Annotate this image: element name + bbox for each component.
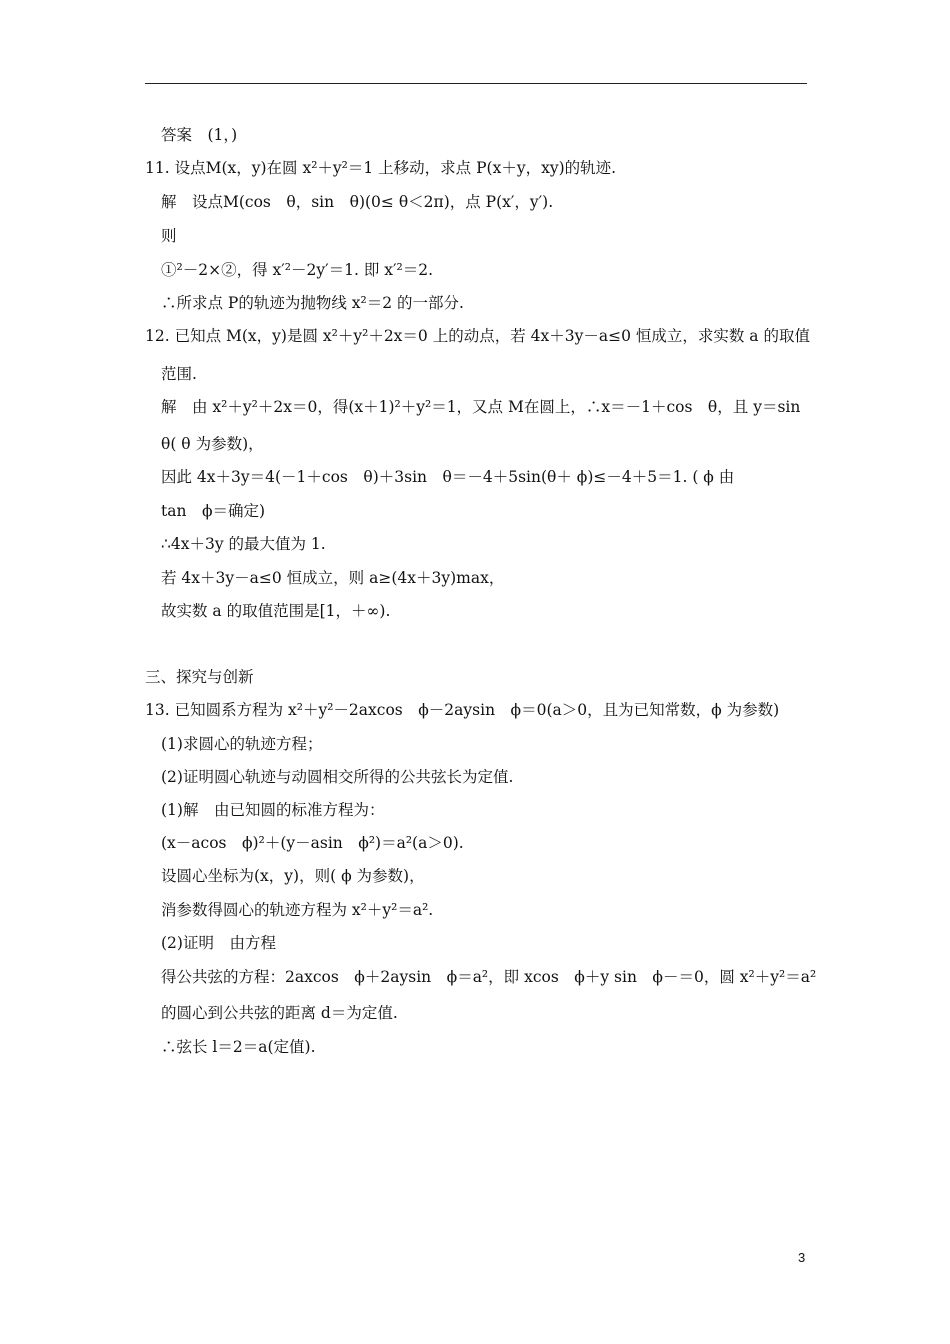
solution-12-conclusion: 故实数 a 的取值范围是[1，＋∞). (161, 602, 391, 620)
problem-13-part-2: (2)证明圆心轨迹与动圆相交所得的公共弦长为定值. (161, 768, 514, 786)
solution-13-2-line-1: (2)证明 由方程 (161, 934, 276, 952)
solution-11-line-3: ①²－2×②，得 x′²－2y′＝1. 即 x′²＝2. (161, 261, 434, 279)
solution-12-line-3: 因此 4x＋3y＝4(－1＋cos θ)＋3sin θ＝－4＋5sin(θ＋ ϕ)≤－4＋5＝1. ( ϕ 由 (161, 468, 735, 486)
solution-12-line-5: ∴4x＋3y 的最大值为 1. (161, 535, 326, 553)
solution-12-line-6: 若 4x＋3y－a≤0 恒成立，则 a≥(4x＋3y)max， (161, 569, 505, 587)
solution-13-1-line-4: 消参数得圆心的轨迹方程为 x²＋y²＝a². (161, 901, 434, 919)
solution-13-1-line-3: 设圆心坐标为(x，y)，则( ϕ 为参数)， (161, 867, 425, 885)
solution-12-line-2: θ( θ 为参数)， (161, 435, 264, 453)
problem-12: 12. 已知点 M(x，y)是圆 x²＋y²＋2x＝0 上的动点，若 4x＋3y－a≤0 恒成立，求实数 a 的取值 (145, 327, 810, 345)
problem-13-part-1: (1)求圆心的轨迹方程； (161, 735, 323, 753)
solution-12-line-4: tan ϕ＝确定) (161, 502, 266, 520)
problem-11: 11. 设点M(x，y)在圆 x²＋y²＝1 上移动，求点 P(x＋y，xy)的轨迹. (145, 159, 617, 177)
solution-13-1-line-2: (x－acos ϕ)²＋(y－asin ϕ²)＝a²(a＞0). (161, 834, 464, 852)
solution-13-1-line-1: (1)解 由已知圆的标准方程为： (161, 801, 385, 819)
header-rule (145, 83, 807, 84)
page-number: 3 (798, 1250, 806, 1265)
solution-11-line-1: 解 设点M(cos θ，sin θ)(0≤ θ＜2π)，点 P(x′，y′). (161, 193, 554, 211)
solution-13-2-conclusion: ∴弦长 l＝2＝a(定值). (161, 1038, 316, 1056)
problem-13: 13. 已知圆系方程为 x²＋y²－2axcos ϕ－2aysin ϕ＝0(a＞0，且为已知常数，ϕ 为参数) (145, 701, 780, 719)
problem-12-cont: 范围. (161, 365, 197, 383)
answer-line: 答案 (1，) (161, 126, 238, 144)
solution-11-line-2: 则 (161, 227, 177, 245)
solution-13-2-line-2: 得公共弦的方程：2axcos ϕ＋2aysin ϕ＝a²，即 xcos ϕ＋y sin ϕ－＝0，圆 x²＋y²＝a² (161, 968, 817, 986)
solution-13-2-line-3: 的圆心到公共弦的距离 d＝为定值. (161, 1004, 398, 1022)
solution-12-line-1: 解 由 x²＋y²＋2x＝0，得(x＋1)²＋y²＝1，又点 M在圆上，∴x＝－1＋cos θ，且 y＝sin (161, 398, 801, 416)
section-heading: 三、探究与创新 (145, 668, 254, 686)
solution-11-conclusion: ∴所求点 P的轨迹为抛物线 x²＝2 的一部分. (161, 294, 464, 312)
